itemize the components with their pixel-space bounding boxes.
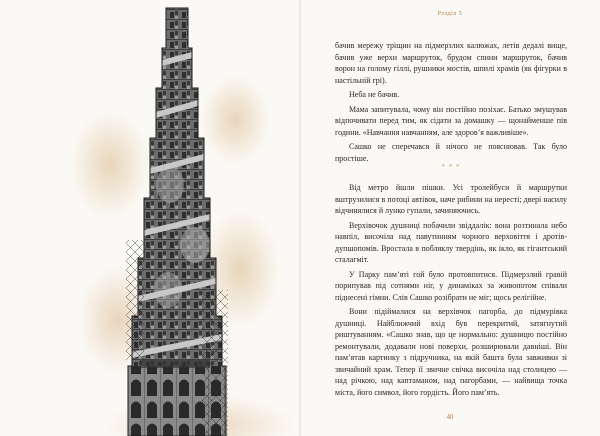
- paragraph: бачив мережу тріщин на підмерзлих калюжах, летів дедалі вище, бачив уже верхи маршруток, брудом спини маршруток, бачив ворон на голому гіллі, рушники мостів, шпилі храмів (як фігурки в настільній грі).: [335, 41, 567, 85]
- paragraph: Мама запитувала, чому він постійно позіхає. Батько змушував відпочивати перед тим, як сідати за домашку — щонайменше пів години. «Навчання навчанням, але здоров’я важливіше».: [335, 104, 567, 137]
- text-block-top: [335, 40, 567, 164]
- paragraph: У Парку пам’яті гой було протовпитися. Підмерзлий гравій порипував під сотнями ніг, у динаміках за живопотом співали піднесені гімни. Слів Сашко розібрати не міг; щось релігійне.: [335, 269, 567, 302]
- running-head: Розділ 5: [437, 11, 463, 17]
- section-break: * * *: [441, 163, 461, 171]
- paragraph: Вони підіймалися на верхівчок пагорба, до підмурівка душниці. Найближчий вхід був перекритий, затягнутий риштуванням. «Сашко знав, що це нормально: душницю постійно ремонтували, додавали нові поверхи, розширювали давніші. Він пам’ятав картинку з підручника, на якій башта була завживки зі звичайний храм. Тепер її звичне свічка височіла над столицею — над річкою, над каптаманом, над пагорбами, — найвища точка міста, його символ, його гордість. Його пам’ять.: [335, 307, 567, 397]
- paragraph: Від метро йшли пішки. Усі тролейбуси й маршрутки вштрузилися в потоці автівок, наче рибини на нересті; двері насилу відчинялися й лунко гупали, зачиняючись.: [335, 183, 567, 215]
- page-number: 40: [446, 413, 454, 421]
- paragraph: Неба не бачив.: [349, 90, 400, 99]
- paragraph: Сашко не сперечався й нічого не пояснював. Так було простіше.: [335, 142, 567, 163]
- paragraph: Верхівочок душниці побачили звіддалік: вона розтинала небо навпіл, височіла над павутинням чорного верховіття і дротів-дупшопомів. Вростала в побляклу твердінь, як ікло, як гігантський сталагміт.: [335, 220, 567, 264]
- text-block-bottom: [335, 182, 567, 398]
